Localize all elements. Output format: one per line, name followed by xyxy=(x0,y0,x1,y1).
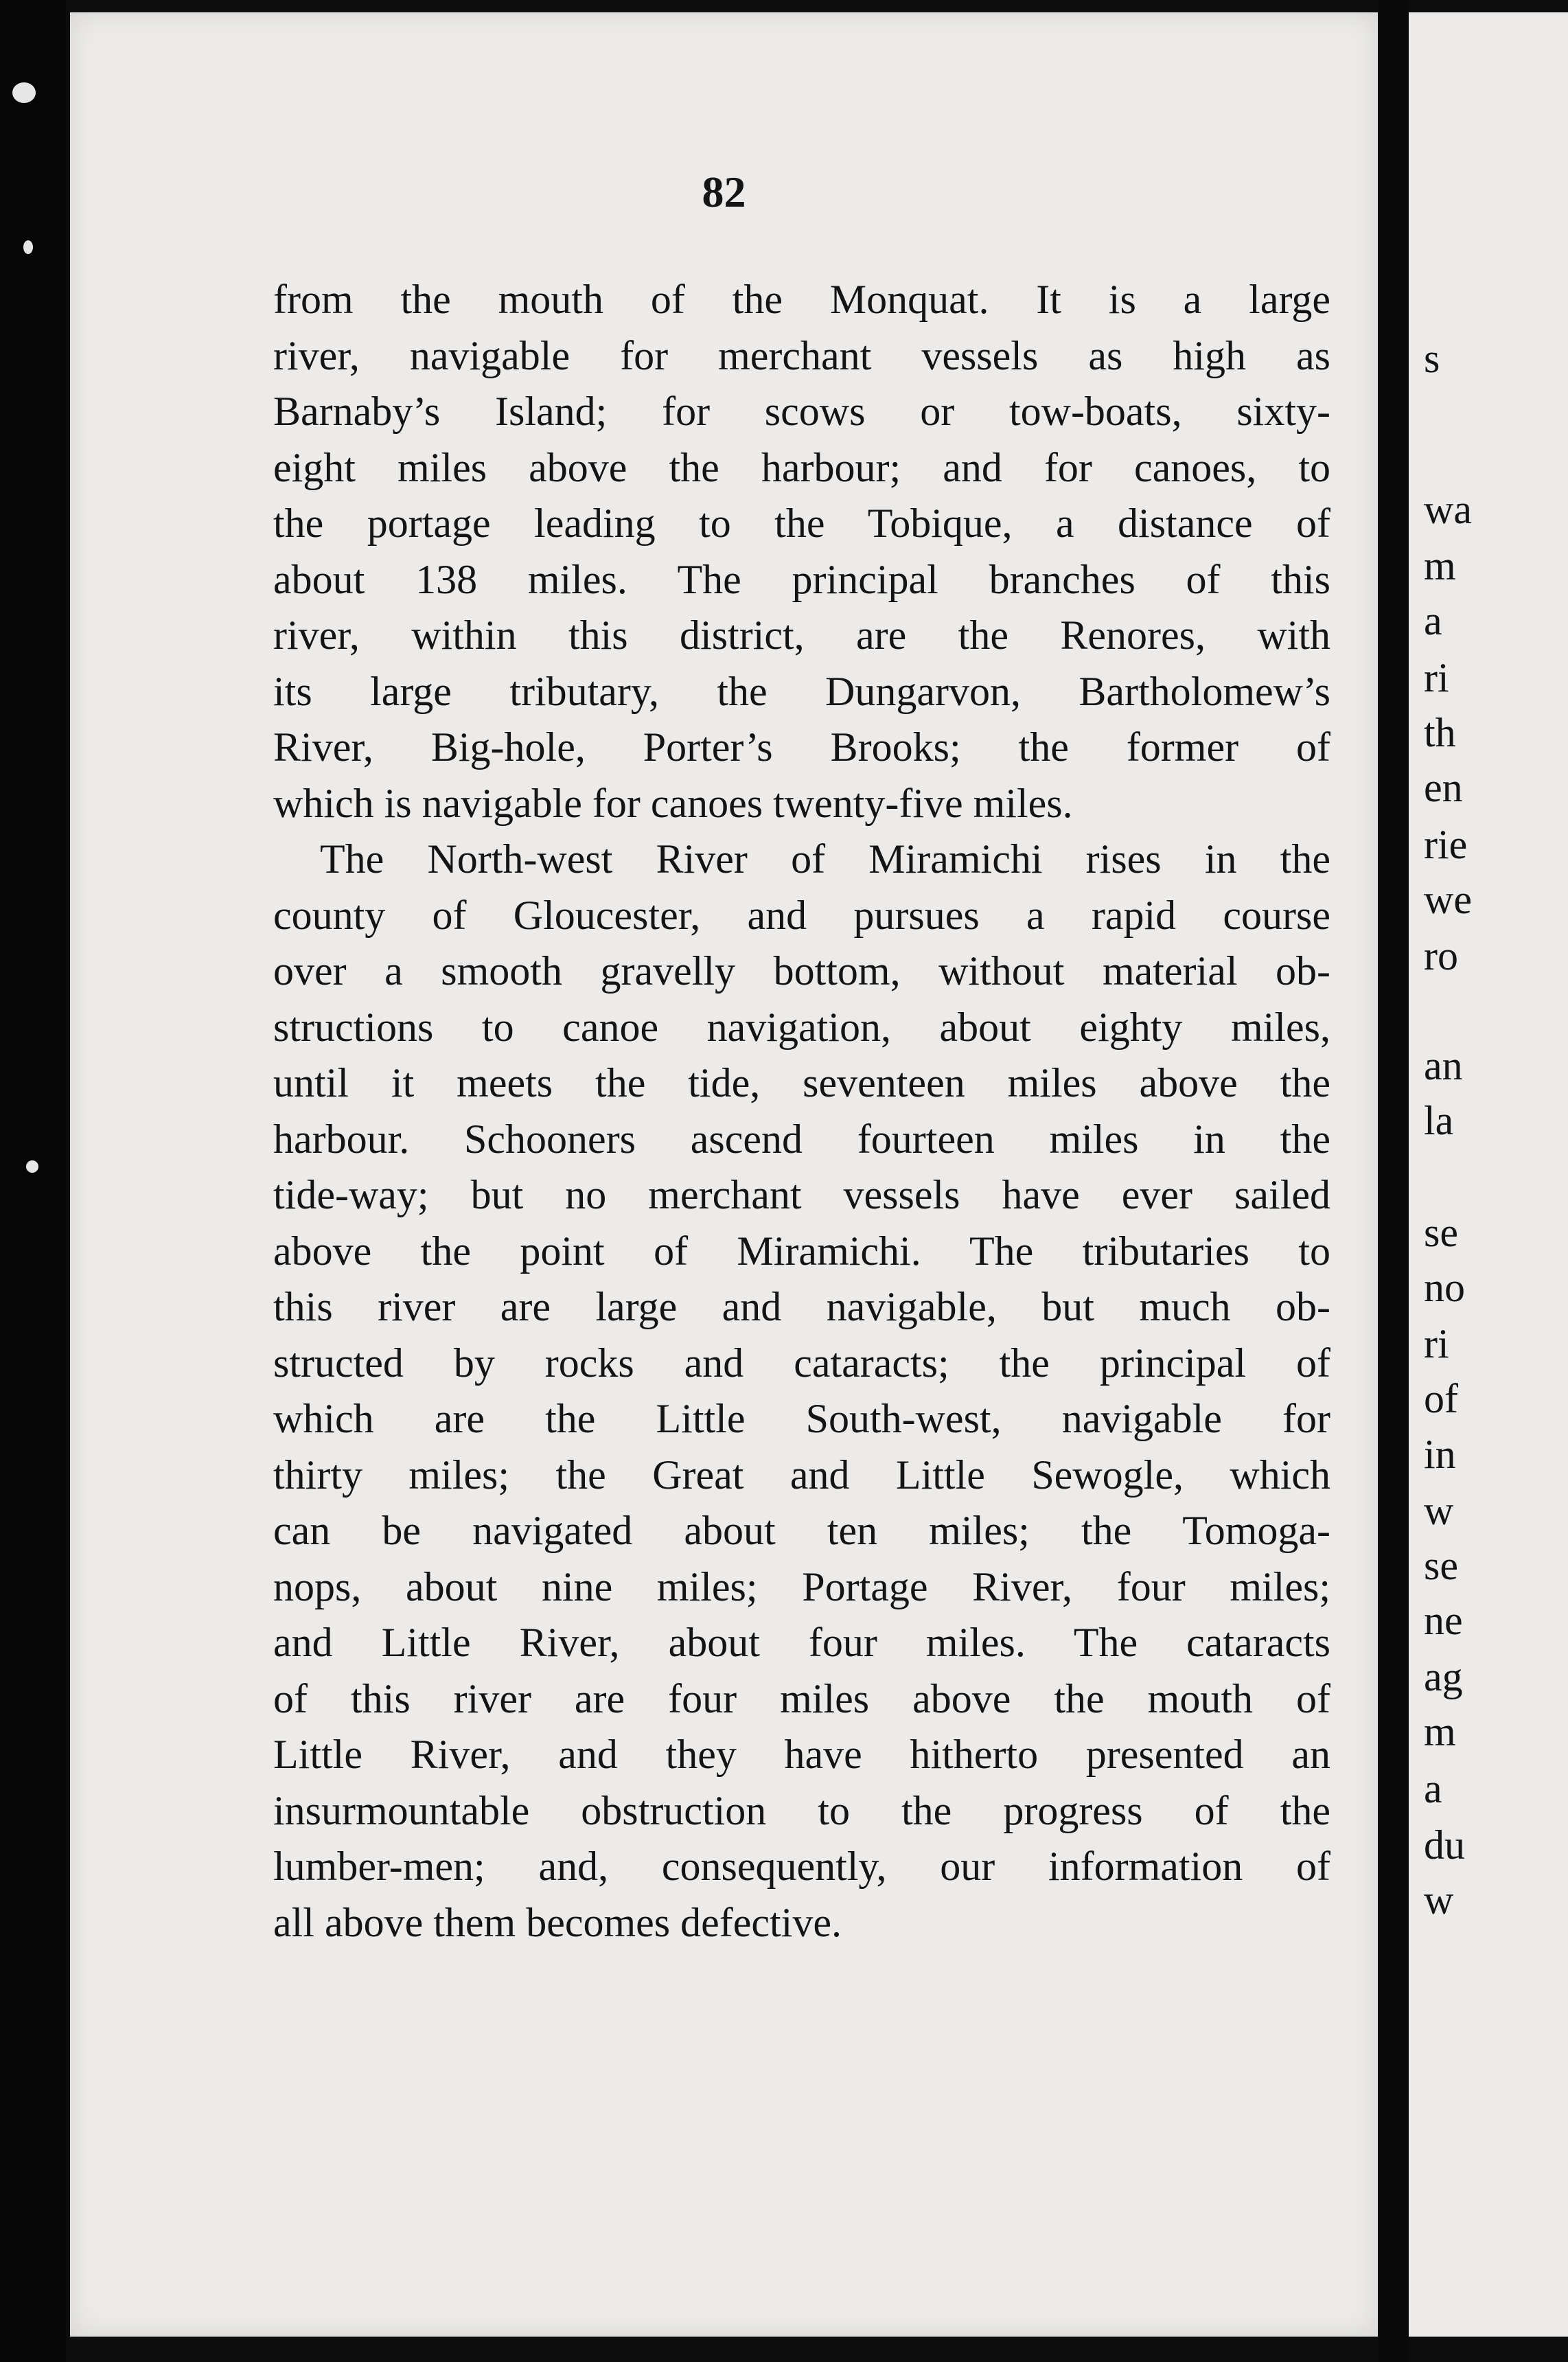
text-line: all above them becomes defective. xyxy=(273,1899,842,1945)
text-line: this river are large and navigable, but much ob- xyxy=(273,1284,1330,1329)
text-line: until it meets the tide, seventeen miles above the xyxy=(273,1060,1330,1105)
facing-text-fragment: an xyxy=(1424,1043,1463,1088)
facing-text-fragment: a xyxy=(1424,1766,1442,1811)
text-line: its large tributary, the Dungarvon, Bartholomew’s xyxy=(273,668,1330,714)
text-line: River, Big-hole, Porter’s Brooks; the former of xyxy=(273,724,1330,770)
facing-text-fragment: wa xyxy=(1424,487,1472,532)
facing-text-fragment: we xyxy=(1424,877,1472,922)
paragraph xyxy=(273,272,1330,832)
book-page xyxy=(70,12,1378,2337)
text-line: over a smooth gravelly bottom, without material ob- xyxy=(273,948,1330,994)
facing-text-fragment: m xyxy=(1424,543,1456,588)
text-line: harbour. Schooners ascend fourteen miles in the xyxy=(273,1116,1330,1162)
book-gutter xyxy=(1378,0,1409,2362)
text-line: Little River, and they have hitherto presented an xyxy=(273,1732,1330,1777)
facing-text-fragment: w xyxy=(1424,1488,1454,1533)
scan-left-margin xyxy=(0,0,66,2362)
text-line: can be navigated about ten miles; the Tomoga- xyxy=(273,1508,1330,1553)
text-line: which is navigable for canoes twenty-five miles. xyxy=(273,780,1073,826)
text-line: county of Gloucester, and pursues a rapid course xyxy=(273,892,1330,938)
facing-text-fragment: se xyxy=(1424,1210,1458,1255)
text-line: The North-west River of Miramichi rises in the xyxy=(320,836,1330,882)
text-line: of this river are four miles above the mouth of xyxy=(273,1675,1330,1721)
facing-text-fragment: ro xyxy=(1424,933,1458,978)
facing-text-fragment: la xyxy=(1424,1098,1454,1143)
facing-text-fragment: m xyxy=(1424,1709,1456,1754)
facing-text-fragment: s xyxy=(1424,336,1440,381)
edge-mark xyxy=(12,82,36,103)
facing-text-fragment: ri xyxy=(1424,1321,1449,1366)
text-line: river, within this district, are the Renores, with xyxy=(273,612,1330,658)
facing-text-fragment: ne xyxy=(1424,1598,1463,1643)
text-line: structions to canoe navigation, about eighty miles, xyxy=(273,1004,1330,1050)
paragraph xyxy=(273,832,1330,1951)
facing-text-fragment: se xyxy=(1424,1543,1458,1588)
text-line: eight miles above the harbour; and for canoes, to xyxy=(273,444,1330,490)
text-line: the portage leading to the Tobique, a distance of xyxy=(273,501,1330,546)
text-line: lumber-men; and, consequently, our information of xyxy=(273,1844,1330,1889)
text-line: thirty miles; the Great and Little Sewogle, which xyxy=(273,1452,1330,1498)
text-line: river, navigable for merchant vessels as high as xyxy=(273,332,1330,378)
text-line: Barnaby’s Island; for scows or tow-boats, sixty- xyxy=(273,389,1330,434)
text-line: about 138 miles. The principal branches of this xyxy=(273,556,1330,602)
facing-page xyxy=(1409,12,1568,2337)
facing-text-fragment: en xyxy=(1424,765,1463,810)
facing-text-fragment: th xyxy=(1424,710,1456,755)
page-number: 82 xyxy=(702,168,746,216)
facing-text-fragment: du xyxy=(1424,1822,1465,1868)
facing-text-fragment: a xyxy=(1424,598,1442,643)
edge-mark xyxy=(26,1160,38,1173)
facing-text-fragment: of xyxy=(1424,1376,1458,1421)
facing-text-fragment: rie xyxy=(1424,822,1468,867)
text-line: structed by rocks and cataracts; the principal of xyxy=(273,1340,1330,1386)
text-line: tide-way; but no merchant vessels have ever sailed xyxy=(273,1172,1330,1217)
text-line: and Little River, about four miles. The cataracts xyxy=(273,1620,1330,1665)
facing-text-fragment: w xyxy=(1424,1877,1454,1923)
text-line: which are the Little South-west, navigable for xyxy=(273,1396,1330,1441)
text-line: nops, about nine miles; Portage River, four miles; xyxy=(273,1563,1330,1609)
facing-text-fragment: no xyxy=(1424,1265,1465,1310)
body-text xyxy=(273,272,1330,1951)
text-line: from the mouth of the Monquat. It is a large xyxy=(273,277,1330,322)
text-line: insurmountable obstruction to the progress of the xyxy=(273,1787,1330,1833)
facing-text-fragment: in xyxy=(1424,1432,1456,1477)
facing-text-fragment: ag xyxy=(1424,1654,1463,1699)
facing-text-fragment: ri xyxy=(1424,655,1449,700)
text-line: above the point of Miramichi. The tributaries to xyxy=(273,1228,1330,1274)
edge-mark xyxy=(23,240,33,254)
